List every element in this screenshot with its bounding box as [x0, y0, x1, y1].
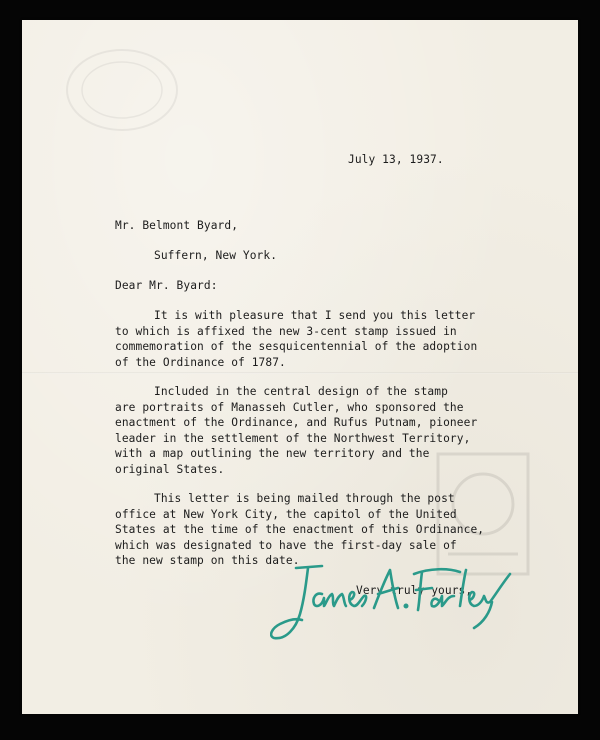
embossed-seal-icon: [62, 45, 182, 135]
recipient-name: Mr. Belmont Byard,: [115, 219, 239, 232]
paragraph-2-line-2: are portraits of Manasseh Cutler, who sponsored the: [115, 400, 464, 414]
paragraph-1-line-2: to which is affixed the new 3-cent stamp issued in: [115, 324, 457, 338]
paragraph-2-line-5: with a map outlining the new territory and the: [115, 447, 430, 460]
paragraph-1-line-3: commemoration of the sesquicentennial of the adoption: [115, 340, 478, 353]
paragraph-3-line-3: States at the time of the enactment of this Ordinance,: [115, 523, 485, 536]
letter-date: July 13, 1937.: [348, 153, 444, 166]
letter-paper: [22, 20, 578, 714]
paragraph-3-line-1: This letter is being mailed through the post: [154, 492, 455, 505]
paper-fold: [22, 372, 578, 374]
paragraph-2-line-4: leader in the settlement of the Northwest Territory,: [115, 431, 471, 445]
paragraph-1-line-4: of the Ordinance of 1787.: [115, 355, 286, 369]
paragraph-2-line-6: original States.: [115, 462, 225, 476]
closing: Very truly yours,: [356, 584, 473, 597]
paragraph-2-line-3: enactment of the Ordinance, and Rufus Putnam, pioneer: [115, 416, 478, 429]
paragraph-3-line-2: office at New York City, the capitol of the United: [115, 507, 457, 521]
salutation: Dear Mr. Byard:: [115, 279, 218, 292]
paragraph-3-line-5: the new stamp on this date.: [115, 554, 300, 567]
paragraph-1-line-1: It is with pleasure that I send you this letter: [154, 309, 476, 322]
recipient-location: Suffern, New York.: [154, 249, 278, 262]
handwritten-signature: [270, 548, 520, 648]
paragraph-2-line-1: Included in the central design of the stamp: [154, 385, 448, 398]
paragraph-3-line-4: which was designated to have the first-day sale of: [115, 538, 457, 552]
